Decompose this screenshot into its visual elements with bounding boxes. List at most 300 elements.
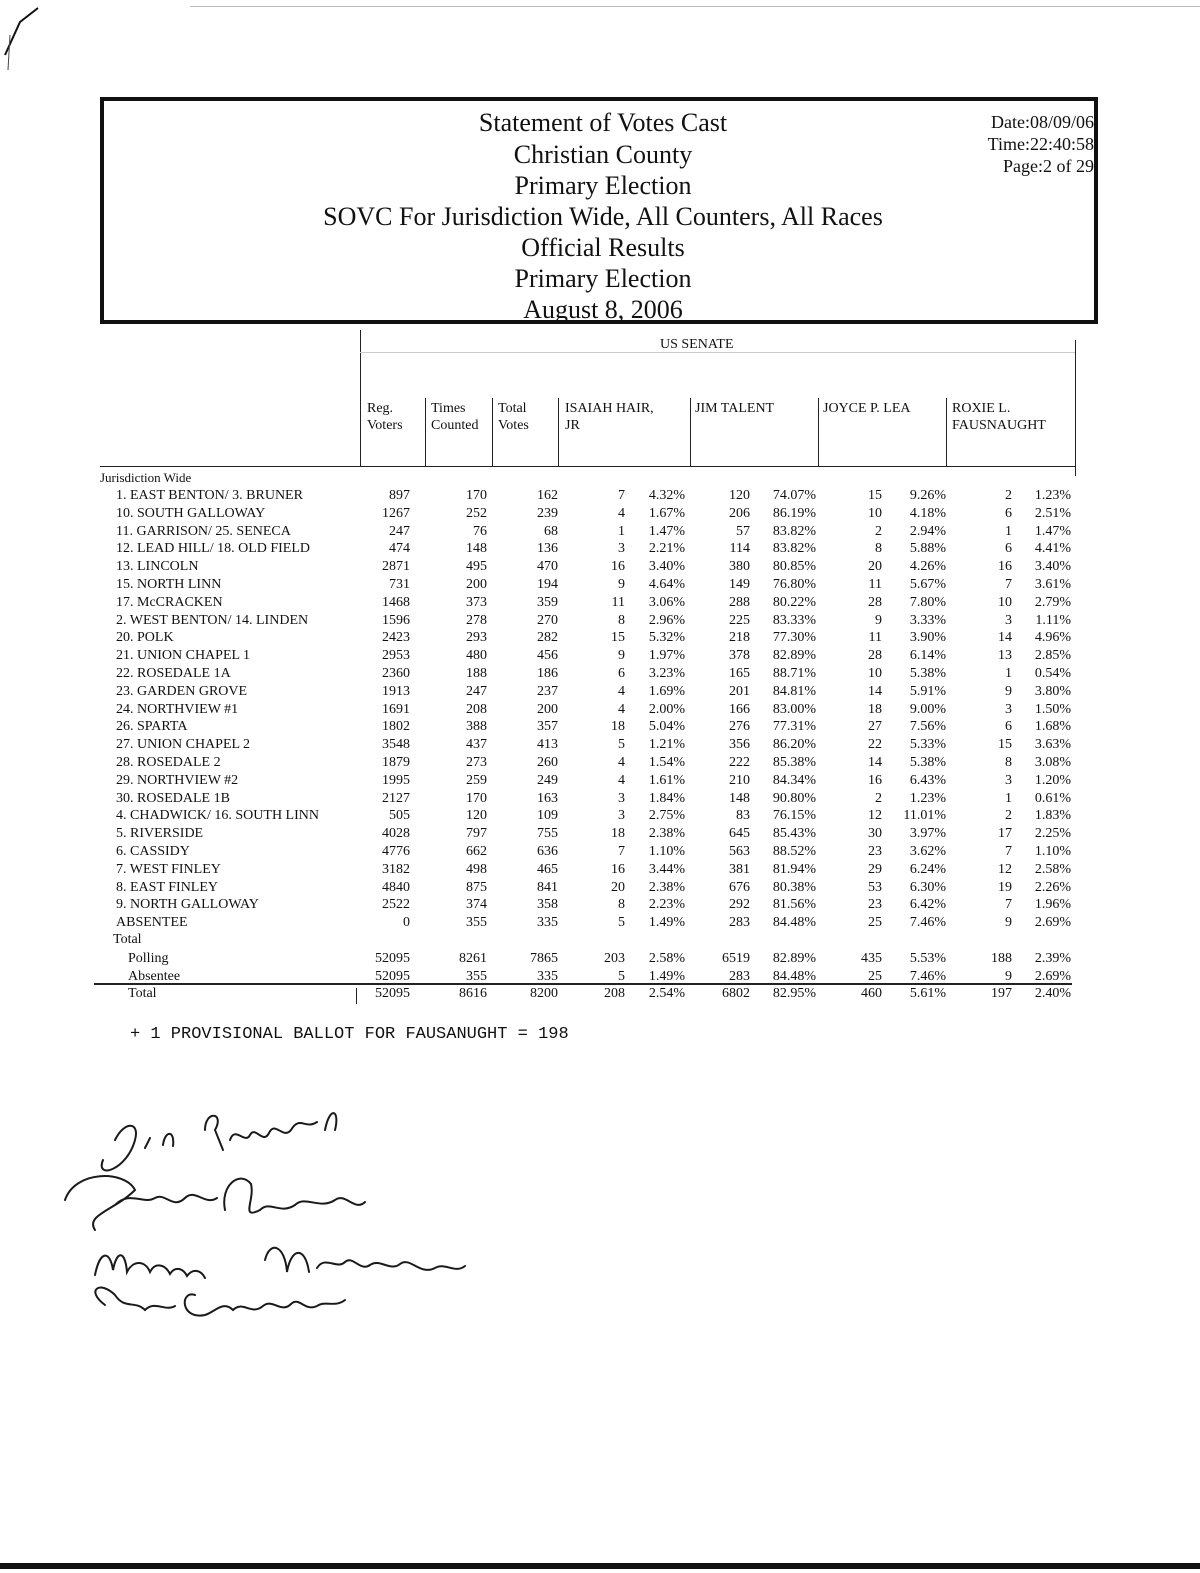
precinct-row-lea-votes: 14 — [868, 755, 882, 770]
precinct-row-total-votes: 237 — [537, 683, 558, 699]
precinct-row-fausnaught-pct: 1.10% — [1034, 844, 1071, 859]
precinct-row-fausnaught-pct: 1.20% — [1034, 772, 1071, 788]
precinct-row-total-votes: 239 — [537, 505, 558, 521]
precinct-row-hair-votes: 16 — [611, 861, 625, 877]
precinct-row-total-votes: 260 — [537, 755, 558, 770]
precinct-row-times-counted: 498 — [466, 861, 487, 877]
precinct-row-fausnaught-votes: 13 — [998, 648, 1012, 664]
precinct-row-talent-pct: 90.80% — [772, 790, 816, 806]
precinct-row-total-votes: 465 — [537, 861, 558, 877]
total-row-hair-pct: 2.54% — [648, 986, 685, 1001]
precinct-row-hair-votes: 7 — [618, 488, 625, 503]
precinct-row-talent-votes: 57 — [736, 523, 750, 539]
precinct-row-label: 6. CASSIDY — [116, 844, 190, 859]
precinct-row-times-counted: 495 — [466, 559, 487, 575]
precinct-row-label: 1. EAST BENTON/ 3. BRUNER — [116, 488, 303, 503]
precinct-row-fausnaught-pct: 2.25% — [1034, 826, 1071, 842]
precinct-row-label: 4. CHADWICK/ 16. SOUTH LINN — [116, 808, 319, 824]
precinct-row-times-counted: 259 — [466, 772, 487, 788]
precinct-row-label: 15. NORTH LINN — [116, 577, 222, 592]
precinct-row-hair-votes: 5 — [618, 737, 625, 753]
precinct-row-total-votes: 162 — [537, 488, 558, 503]
total-row-label: Absentee — [128, 968, 181, 984]
total-row-hair-votes: 208 — [604, 986, 625, 1001]
title-line-3: Primary Election — [514, 171, 692, 200]
precinct-row-fausnaught-votes: 7 — [1005, 577, 1012, 592]
precinct-row-times-counted: 437 — [466, 737, 487, 753]
total-row-talent-votes: 283 — [729, 968, 750, 984]
precinct-row-talent-pct: 88.71% — [772, 666, 816, 681]
precinct-row-talent-votes: 283 — [729, 915, 750, 931]
title-line-7: August 8, 2006 — [523, 295, 683, 324]
precinct-row-fausnaught-votes: 6 — [1005, 541, 1012, 557]
total-row-talent-votes: 6802 — [722, 986, 750, 1001]
precinct-row-lea-votes: 11 — [868, 630, 882, 646]
precinct-row-fausnaught-pct: 4.41% — [1034, 541, 1071, 557]
precinct-row-label: 12. LEAD HILL/ 18. OLD FIELD — [116, 541, 311, 557]
total-row-fausnaught-votes: 197 — [991, 986, 1012, 1001]
header-bottom-rule — [100, 466, 1075, 467]
total-row-lea-pct: 7.46% — [909, 968, 946, 984]
precinct-row-fausnaught-pct: 1.47% — [1034, 523, 1071, 539]
precinct-row-total-votes: 335 — [537, 915, 558, 931]
precinct-row-total-votes: 470 — [537, 559, 558, 575]
precinct-row-lea-votes: 11 — [868, 577, 882, 592]
precinct-row-talent-votes: 83 — [736, 808, 750, 824]
precinct-row-times-counted: 76 — [473, 523, 487, 539]
precinct-row-reg-voters: 2522 — [382, 897, 410, 913]
total-row-fausnaught-pct: 2.69% — [1034, 968, 1071, 984]
precinct-row-talent-pct: 76.15% — [772, 808, 816, 824]
precinct-row-lea-votes: 18 — [868, 701, 882, 717]
precinct-row-hair-pct: 3.40% — [648, 559, 685, 575]
precinct-row-hair-pct: 3.06% — [648, 594, 685, 610]
precinct-row-total-votes: 68 — [544, 523, 558, 539]
precinct-row-lea-votes: 53 — [868, 879, 882, 895]
total-row-fausnaught-votes: 188 — [991, 951, 1012, 966]
precinct-row-fausnaught-pct: 3.63% — [1034, 737, 1071, 753]
precinct-row-talent-votes: 222 — [729, 755, 750, 770]
precinct-row-hair-votes: 18 — [611, 719, 625, 735]
precinct-row-reg-voters: 897 — [389, 488, 410, 503]
total-row-total-votes: 8200 — [530, 986, 558, 1001]
precinct-row-reg-voters: 2953 — [382, 648, 410, 664]
precinct-row-fausnaught-votes: 19 — [998, 879, 1012, 895]
precinct-row-hair-pct: 1.97% — [648, 648, 685, 664]
precinct-row-talent-pct: 77.31% — [772, 719, 816, 735]
precinct-row-total-votes: 249 — [537, 772, 558, 788]
precinct-row-talent-pct: 83.82% — [772, 541, 816, 557]
precinct-row-label: 7. WEST FINLEY — [116, 861, 221, 877]
precinct-row-fausnaught-pct: 1.83% — [1034, 808, 1071, 824]
precinct-row-lea-pct: 5.38% — [909, 755, 946, 770]
precinct-row-hair-pct: 2.00% — [648, 701, 685, 717]
precinct-row-times-counted: 273 — [466, 755, 487, 770]
precinct-row-fausnaught-votes: 17 — [998, 826, 1012, 842]
precinct-row-fausnaught-votes: 3 — [1005, 772, 1012, 788]
precinct-row-hair-pct: 2.75% — [648, 808, 685, 824]
precinct-row-total-votes: 636 — [537, 844, 558, 859]
precinct-row-lea-pct: 5.38% — [909, 666, 946, 681]
total-row-fausnaught-pct: 2.40% — [1034, 986, 1071, 1001]
precinct-row-talent-pct: 82.89% — [772, 648, 816, 664]
precinct-row-times-counted: 355 — [466, 915, 487, 931]
precinct-row-talent-votes: 165 — [729, 666, 750, 681]
precinct-row-times-counted: 252 — [466, 505, 487, 521]
precinct-row-label: 29. NORTHVIEW #2 — [116, 772, 239, 788]
precinct-row-hair-votes: 18 — [611, 826, 625, 842]
precinct-row-hair-votes: 4 — [618, 755, 625, 770]
report-header-box — [100, 97, 1098, 324]
precinct-row-talent-votes: 210 — [729, 772, 750, 788]
precinct-row-talent-pct: 83.33% — [772, 612, 816, 628]
totals-rule — [94, 983, 1072, 985]
total-row-talent-pct: 82.95% — [772, 986, 816, 1001]
precinct-row-label: 30. ROSEDALE 1B — [116, 790, 230, 806]
precinct-row-times-counted: 374 — [466, 897, 487, 913]
precinct-row-hair-votes: 9 — [618, 577, 625, 592]
precinct-row-reg-voters: 1879 — [382, 755, 410, 770]
precinct-row-reg-voters: 4028 — [382, 826, 410, 842]
corner-scan-mark — [0, 0, 60, 80]
precinct-row-lea-votes: 10 — [868, 505, 882, 521]
precinct-row-total-votes: 282 — [537, 630, 558, 646]
precinct-row-hair-pct: 1.69% — [648, 683, 685, 699]
precinct-row-times-counted: 120 — [466, 808, 487, 824]
precinct-row-fausnaught-votes: 1 — [1005, 523, 1012, 539]
signature-marian-matthews — [95, 1248, 465, 1278]
col-head-times-counted: Times Counted — [431, 401, 479, 433]
precinct-row-lea-pct: 4.18% — [909, 505, 946, 521]
signature-shirley-little — [65, 1176, 365, 1230]
table-divider — [1075, 340, 1076, 476]
precinct-row-hair-pct: 1.10% — [648, 844, 685, 859]
title-line-2: Christian County — [513, 140, 693, 169]
precinct-row-hair-votes: 5 — [618, 915, 625, 931]
precinct-row-talent-pct: 74.07% — [772, 488, 816, 503]
precinct-row-times-counted: 170 — [466, 488, 487, 503]
precinct-row-talent-votes: 120 — [729, 488, 750, 503]
precinct-row-lea-pct: 3.90% — [909, 630, 946, 646]
total-row-fausnaught-votes: 9 — [1005, 968, 1012, 984]
signature-carla-essick — [95, 1288, 345, 1316]
precinct-row-hair-pct: 5.32% — [648, 630, 685, 646]
precinct-row-talent-pct: 83.82% — [772, 523, 816, 539]
precinct-row-fausnaught-votes: 3 — [1005, 701, 1012, 717]
precinct-row-reg-voters: 2423 — [382, 630, 410, 646]
section-label: Jurisdiction Wide — [100, 470, 192, 485]
bottom-scan-line — [0, 1563, 1200, 1569]
precinct-row-hair-votes: 3 — [618, 790, 625, 806]
precinct-row-lea-votes: 28 — [868, 648, 882, 664]
precinct-row-talent-pct: 85.43% — [772, 826, 816, 842]
precinct-row-fausnaught-votes: 8 — [1005, 755, 1012, 770]
precinct-row-label: 28. ROSEDALE 2 — [116, 755, 221, 770]
precinct-row-talent-pct: 85.38% — [772, 755, 816, 770]
precinct-row-talent-pct: 81.94% — [772, 861, 816, 877]
precinct-row-hair-votes: 3 — [618, 541, 625, 557]
precinct-row-fausnaught-pct: 2.79% — [1034, 594, 1071, 610]
precinct-row-lea-votes: 2 — [875, 523, 882, 539]
total-row-fausnaught-pct: 2.39% — [1034, 951, 1071, 966]
precinct-row-times-counted: 388 — [466, 719, 487, 735]
precinct-row-talent-pct: 80.22% — [772, 594, 816, 610]
precinct-row-lea-pct: 6.30% — [909, 879, 946, 895]
precinct-row-times-counted: 208 — [466, 701, 487, 717]
precinct-row-fausnaught-pct: 3.61% — [1034, 577, 1071, 592]
precinct-row-label: ABSENTEE — [116, 915, 188, 931]
total-row-talent-votes: 6519 — [722, 951, 750, 966]
precinct-row-times-counted: 200 — [466, 577, 487, 592]
precinct-row-times-counted: 480 — [466, 648, 487, 664]
precinct-row-talent-votes: 288 — [729, 594, 750, 610]
precinct-row-lea-pct: 3.62% — [909, 844, 946, 859]
precinct-row-hair-votes: 4 — [618, 683, 625, 699]
precinct-row-lea-votes: 15 — [868, 488, 882, 503]
precinct-row-total-votes: 163 — [537, 790, 558, 806]
precinct-row-reg-voters: 1468 — [382, 594, 410, 610]
precinct-row-label: 2. WEST BENTON/ 14. LINDEN — [116, 612, 309, 628]
precinct-row-hair-votes: 9 — [618, 648, 625, 664]
precinct-row-reg-voters: 1802 — [382, 719, 410, 735]
precinct-row-lea-pct: 7.46% — [909, 915, 946, 931]
precinct-row-lea-pct: 6.24% — [909, 861, 946, 877]
precinct-row-fausnaught-pct: 2.51% — [1034, 505, 1071, 521]
precinct-row-talent-votes: 378 — [729, 648, 750, 664]
signatures-image — [55, 1100, 515, 1340]
precinct-row-hair-votes: 6 — [618, 666, 625, 681]
total-row-lea-votes: 25 — [868, 968, 882, 984]
total-row-reg-voters: 52095 — [375, 951, 410, 966]
col-divider — [690, 398, 691, 466]
precinct-row-lea-votes: 23 — [868, 897, 882, 913]
precinct-row-reg-voters: 1995 — [382, 772, 410, 788]
precinct-row-hair-pct: 1.84% — [648, 790, 685, 806]
precinct-row-total-votes: 413 — [537, 737, 558, 753]
precinct-row-fausnaught-pct: 0.61% — [1034, 790, 1071, 806]
precinct-row-lea-pct: 6.14% — [909, 648, 946, 664]
precinct-row-hair-pct: 2.96% — [648, 612, 685, 628]
precinct-row-reg-voters: 4840 — [382, 879, 410, 895]
precinct-row-talent-pct: 84.48% — [772, 915, 816, 931]
col-head-reg-voters: Reg. Voters — [367, 401, 403, 433]
precinct-row-hair-pct: 2.38% — [648, 826, 685, 842]
total-row-lea-votes: 435 — [861, 951, 882, 966]
report-time: Time:22:40:58 — [987, 134, 1094, 154]
precinct-row-talent-pct: 76.80% — [772, 577, 816, 592]
precinct-row-fausnaught-votes: 7 — [1005, 897, 1012, 913]
precinct-row-reg-voters: 1267 — [382, 505, 410, 521]
col-divider — [492, 398, 493, 466]
precinct-row-talent-votes: 225 — [729, 612, 750, 628]
precinct-row-fausnaught-pct: 1.23% — [1034, 488, 1071, 503]
total-row-times-counted: 8261 — [459, 951, 487, 966]
precinct-row-talent-pct: 83.00% — [772, 701, 816, 717]
col-head-total-votes: Total Votes — [498, 401, 529, 433]
precinct-row-label: 20. POLK — [116, 630, 174, 646]
precinct-row-talent-votes: 218 — [729, 630, 750, 646]
col-head-candidate-2: JIM TALENT — [695, 401, 775, 416]
precinct-row-times-counted: 148 — [466, 541, 487, 557]
report-page: Page:2 of 29 — [1003, 156, 1094, 176]
precinct-row-hair-votes: 15 — [611, 630, 625, 646]
precinct-row-fausnaught-votes: 14 — [998, 630, 1012, 646]
precinct-row-fausnaught-pct: 2.58% — [1034, 861, 1071, 877]
precinct-row-fausnaught-pct: 1.96% — [1034, 897, 1071, 913]
precinct-row-fausnaught-votes: 12 — [998, 861, 1012, 877]
precinct-row-lea-pct: 3.97% — [909, 826, 946, 842]
precinct-row-times-counted: 797 — [466, 826, 487, 842]
precinct-row-talent-pct: 81.56% — [772, 897, 816, 913]
total-row-times-counted: 355 — [466, 968, 487, 984]
precinct-row-label: 17. McCRACKEN — [116, 594, 223, 610]
precinct-row-total-votes: 456 — [537, 648, 558, 664]
precinct-row-hair-pct: 1.47% — [648, 523, 685, 539]
title-line-6: Primary Election — [514, 264, 692, 293]
precinct-row-talent-votes: 645 — [729, 826, 750, 842]
precinct-row-talent-pct: 80.38% — [772, 879, 816, 895]
precinct-row-fausnaught-votes: 7 — [1005, 844, 1012, 859]
precinct-row-times-counted: 373 — [466, 594, 487, 610]
precinct-row-hair-pct: 2.38% — [648, 879, 685, 895]
precinct-row-lea-pct: 2.94% — [909, 523, 946, 539]
precinct-row-hair-votes: 4 — [618, 505, 625, 521]
precinct-row-talent-votes: 276 — [729, 719, 750, 735]
precinct-row-talent-votes: 381 — [729, 861, 750, 877]
precinct-row-total-votes: 109 — [537, 808, 558, 824]
precinct-row-label: 13. LINCOLN — [116, 559, 199, 575]
precinct-row-reg-voters: 505 — [389, 808, 410, 824]
precinct-row-times-counted: 247 — [466, 683, 487, 699]
precinct-row-fausnaught-votes: 6 — [1005, 505, 1012, 521]
precinct-row-lea-pct: 1.23% — [909, 790, 946, 806]
precinct-row-hair-votes: 4 — [618, 701, 625, 717]
precinct-row-hair-votes: 4 — [618, 772, 625, 788]
precinct-row-reg-voters: 2871 — [382, 559, 410, 575]
precinct-row-talent-pct: 86.20% — [772, 737, 816, 753]
precinct-row-lea-votes: 2 — [875, 790, 882, 806]
precinct-row-talent-votes: 292 — [729, 897, 750, 913]
precinct-row-hair-pct: 3.44% — [648, 861, 685, 877]
total-label: Total — [113, 932, 142, 947]
precinct-row-lea-votes: 14 — [868, 683, 882, 699]
precinct-row-lea-pct: 5.91% — [909, 683, 946, 699]
precinct-row-reg-voters: 1691 — [382, 701, 410, 717]
precinct-row-fausnaught-pct: 1.11% — [1035, 612, 1071, 628]
precinct-row-label: 24. NORTHVIEW #1 — [116, 701, 239, 717]
precinct-row-fausnaught-pct: 0.54% — [1034, 666, 1071, 681]
precinct-row-reg-voters: 0 — [403, 915, 410, 931]
precinct-row-fausnaught-pct: 2.69% — [1034, 915, 1071, 931]
precinct-row-talent-pct: 84.34% — [772, 772, 816, 788]
precinct-row-lea-pct: 7.80% — [909, 594, 946, 610]
precinct-row-lea-votes: 22 — [868, 737, 882, 753]
precinct-row-hair-votes: 8 — [618, 897, 625, 913]
precinct-row-lea-votes: 16 — [868, 772, 882, 788]
precinct-row-times-counted: 170 — [466, 790, 487, 806]
precinct-row-fausnaught-pct: 3.80% — [1034, 683, 1071, 699]
precinct-row-hair-pct: 1.54% — [648, 755, 685, 770]
precinct-row-hair-pct: 1.61% — [648, 772, 685, 788]
precinct-row-reg-voters: 2127 — [382, 790, 410, 806]
precinct-row-label: 22. ROSEDALE 1A — [116, 666, 231, 681]
precinct-row-fausnaught-votes: 3 — [1005, 612, 1012, 628]
total-row-lea-pct: 5.53% — [909, 951, 946, 966]
precinct-row-hair-pct: 4.32% — [648, 488, 685, 503]
precinct-row-hair-votes: 3 — [618, 808, 625, 824]
precinct-row-fausnaught-votes: 1 — [1005, 666, 1012, 681]
precinct-row-fausnaught-votes: 2 — [1005, 808, 1012, 824]
total-row-times-counted: 8616 — [459, 986, 487, 1001]
precinct-row-lea-votes: 23 — [868, 844, 882, 859]
precinct-row-reg-voters: 1596 — [382, 612, 410, 628]
precinct-row-total-votes: 357 — [537, 719, 558, 735]
precinct-row-talent-votes: 356 — [729, 737, 750, 753]
precinct-row-label: 10. SOUTH GALLOWAY — [116, 505, 266, 521]
precinct-row-total-votes: 358 — [537, 897, 558, 913]
precinct-row-hair-pct: 1.67% — [648, 505, 685, 521]
total-row-label: Total — [128, 986, 157, 1001]
total-row-hair-pct: 2.58% — [648, 951, 685, 966]
precinct-row-fausnaught-pct: 1.50% — [1034, 701, 1071, 717]
precinct-row-label: 8. EAST FINLEY — [116, 879, 219, 895]
precinct-row-label: 23. GARDEN GROVE — [116, 683, 248, 699]
precinct-row-hair-votes: 7 — [618, 844, 625, 859]
report-date: Date:08/09/06 — [991, 112, 1094, 132]
precinct-row-label: 26. SPARTA — [116, 719, 188, 735]
provisional-ballot-note: + 1 PROVISIONAL BALLOT FOR FAUSANUGHT = 198 — [130, 1025, 569, 1044]
total-row-reg-voters: 52095 — [375, 986, 410, 1001]
precinct-row-hair-votes: 11 — [611, 594, 625, 610]
precinct-row-reg-voters: 3548 — [382, 737, 410, 753]
precinct-row-fausnaught-pct: 4.96% — [1034, 630, 1071, 646]
precinct-row-fausnaught-votes: 15 — [998, 737, 1012, 753]
precinct-row-talent-votes: 166 — [729, 701, 750, 717]
title-line-5: Official Results — [521, 233, 685, 262]
precinct-row-talent-votes: 380 — [729, 559, 750, 575]
precinct-row-fausnaught-votes: 2 — [1005, 488, 1012, 503]
col-head-candidate-3: JOYCE P. LEA — [823, 401, 911, 416]
precinct-row-lea-pct: 9.26% — [909, 488, 946, 503]
title-line-1: Statement of Votes Cast — [478, 108, 728, 137]
total-row-hair-pct: 1.49% — [648, 968, 685, 984]
precinct-row-total-votes: 200 — [537, 701, 558, 717]
precinct-row-label: 9. NORTH GALLOWAY — [116, 897, 259, 913]
precinct-row-fausnaught-votes: 9 — [1005, 915, 1012, 931]
precinct-row-lea-votes: 27 — [868, 719, 882, 735]
precinct-row-times-counted: 875 — [466, 879, 487, 895]
precinct-row-fausnaught-votes: 6 — [1005, 719, 1012, 735]
precinct-row-hair-pct: 2.23% — [648, 897, 685, 913]
precinct-row-lea-pct: 6.42% — [909, 897, 946, 913]
precinct-row-reg-voters: 247 — [389, 523, 410, 539]
precinct-row-reg-voters: 2360 — [382, 666, 410, 681]
total-row-lea-pct: 5.61% — [909, 986, 946, 1001]
precinct-row-lea-votes: 10 — [868, 666, 882, 681]
precinct-row-lea-votes: 30 — [868, 826, 882, 842]
precinct-row-total-votes: 841 — [537, 879, 558, 895]
precinct-row-lea-pct: 9.00% — [909, 701, 946, 717]
total-row-hair-votes: 203 — [604, 951, 625, 966]
title-line-4: SOVC For Jurisdiction Wide, All Counters, All Races — [323, 202, 883, 231]
precinct-row-lea-votes: 12 — [868, 808, 882, 824]
precinct-row-total-votes: 359 — [537, 594, 558, 610]
precinct-row-total-votes: 194 — [537, 577, 558, 592]
precinct-row-hair-pct: 1.21% — [648, 737, 685, 753]
precinct-row-label: 27. UNION CHAPEL 2 — [116, 737, 251, 753]
precinct-row-label: 11. GARRISON/ 25. SENECA — [116, 523, 291, 539]
precinct-row-total-votes: 186 — [537, 666, 558, 681]
